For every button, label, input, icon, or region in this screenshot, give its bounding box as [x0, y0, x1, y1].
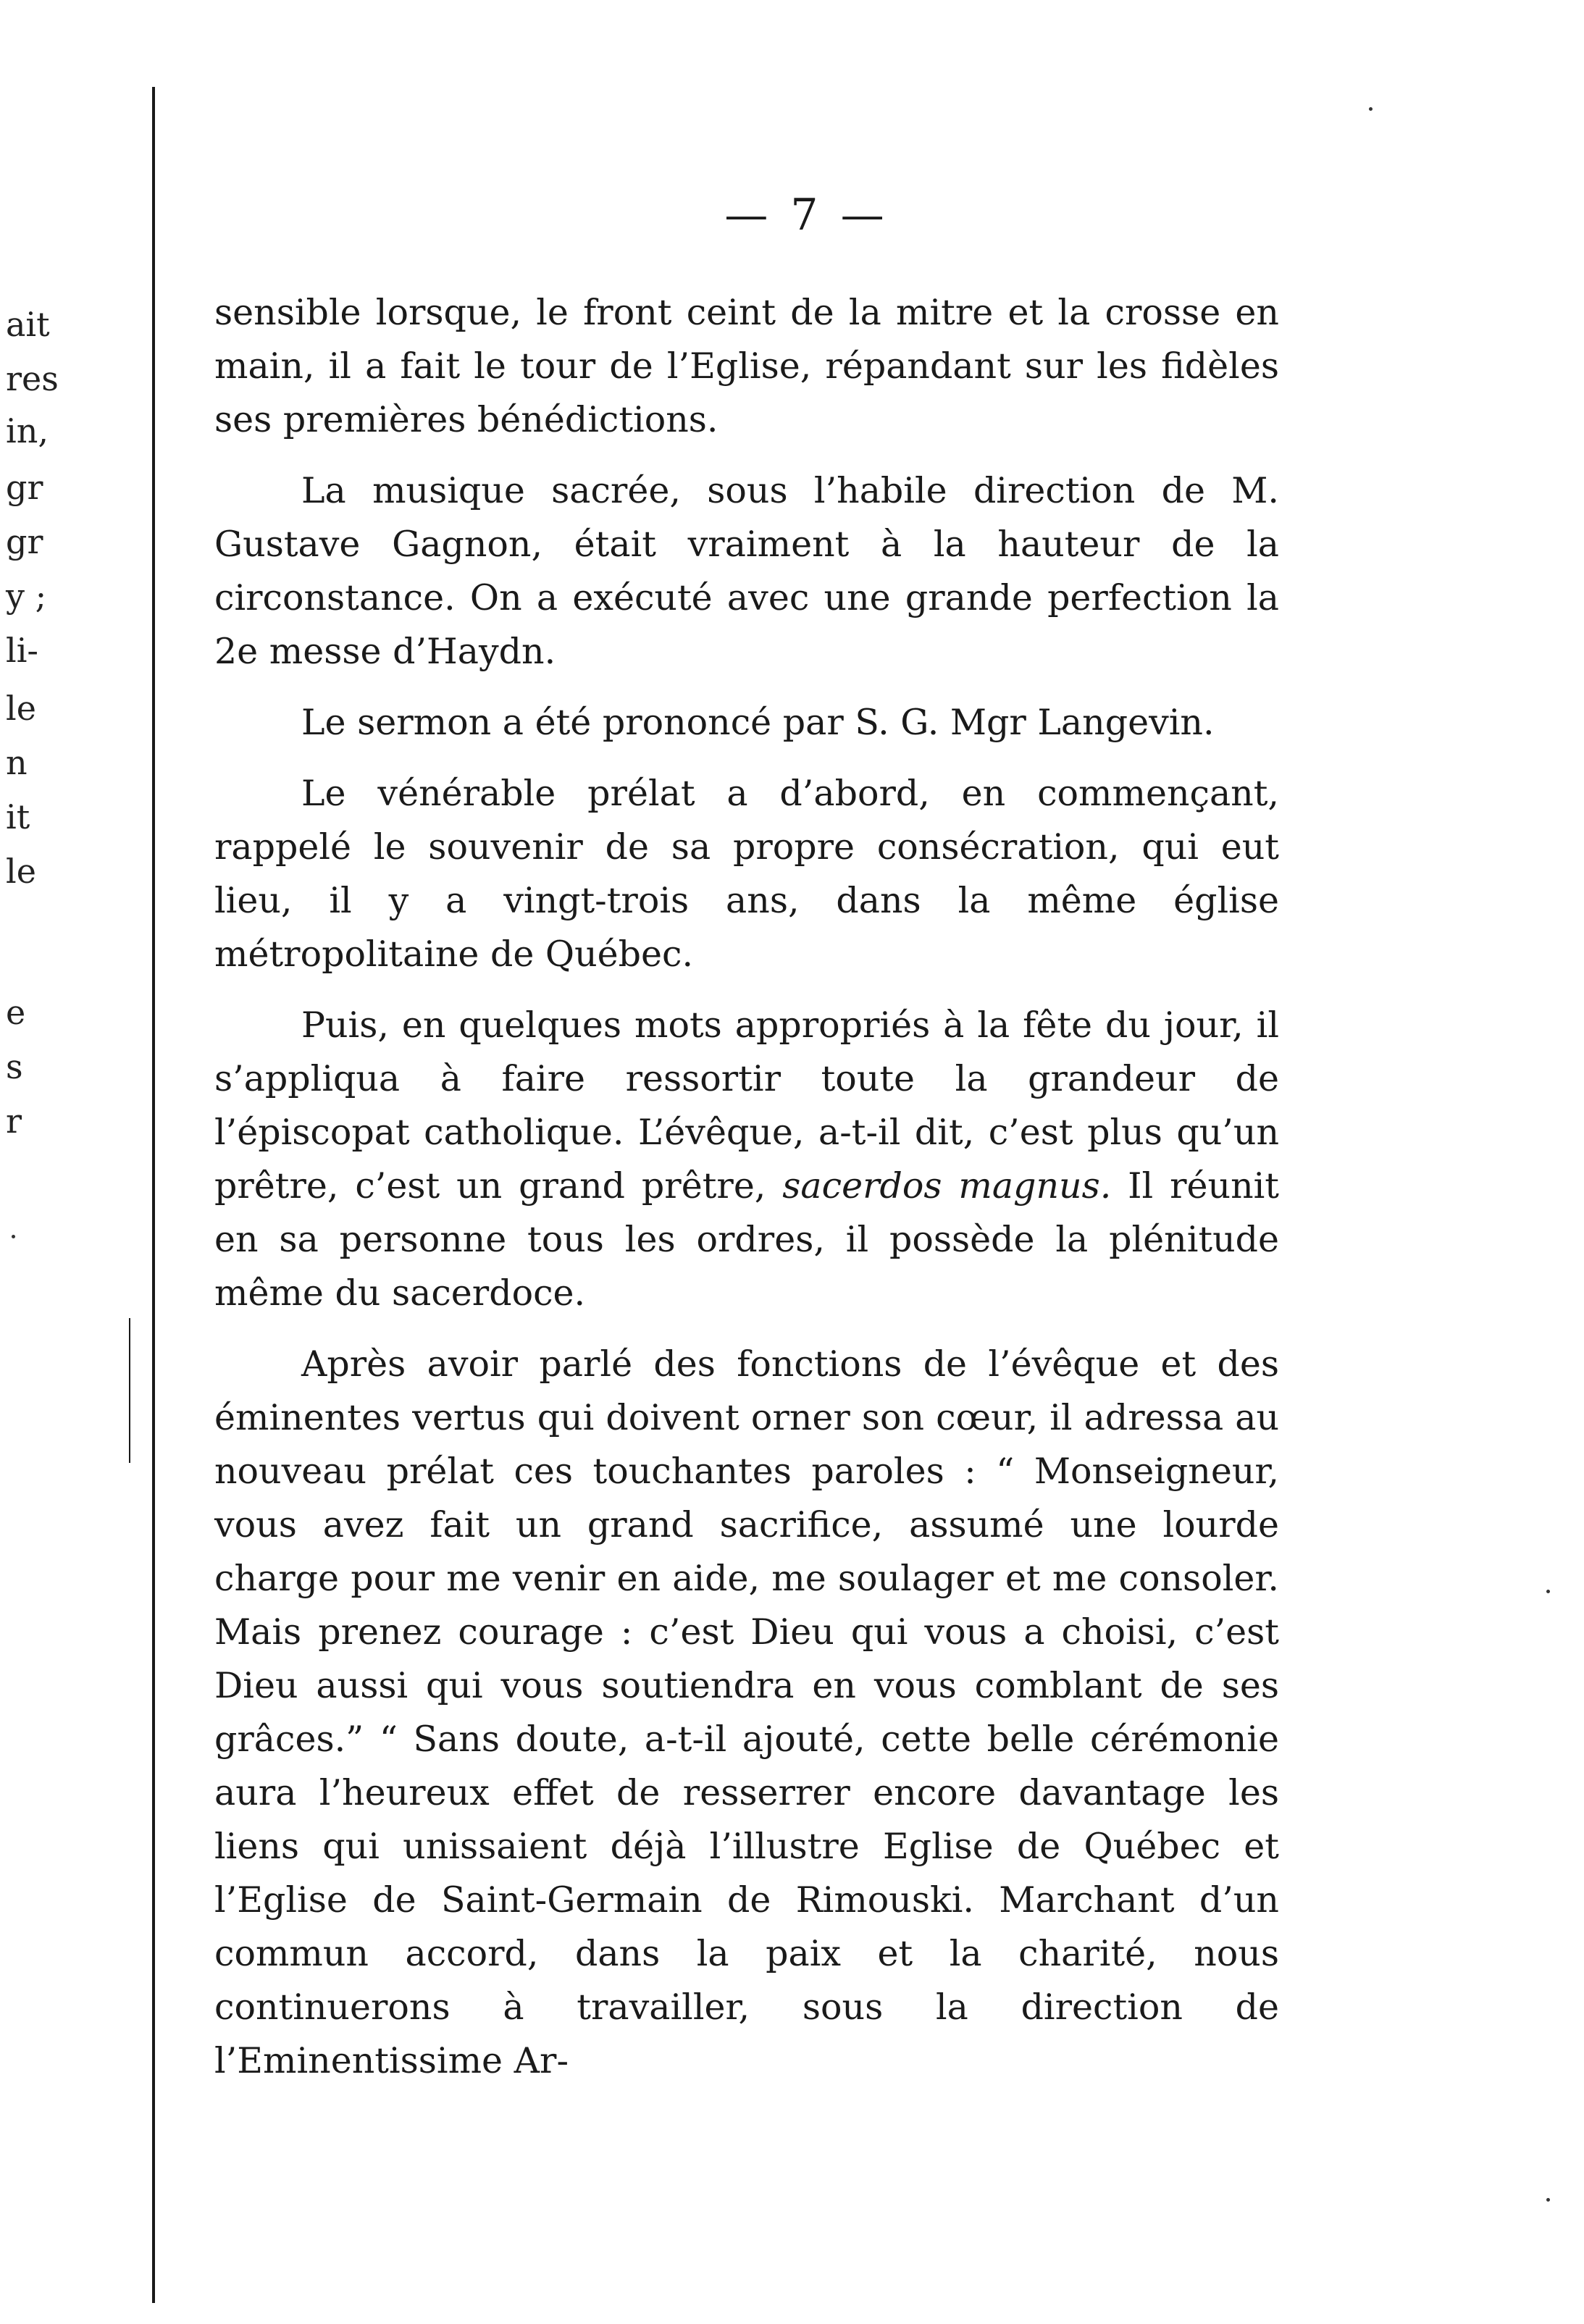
margin-fragment: le	[6, 689, 36, 728]
paragraph-text: Puis, en quelques mots appropriés à la fête du jour, il s’appliqua à faire ressortir toute la grandeur de l’épiscopat catholique. L’évêque, a-t-il dit, c’est plus qu’un prêtre, c’est un grand prêtre,	[214, 1004, 1279, 1207]
margin-fragment: n	[6, 743, 28, 782]
paragraph: Le sermon a été prononcé par S. G. Mgr Langevin.	[301, 702, 1215, 743]
binding-edge-line-secondary	[129, 1318, 130, 1463]
margin-fragment: li-	[6, 631, 38, 670]
paragraph-text: Il réunit en sa personne tous les ordres, il possède la plénitude même du sacerdoce.	[214, 1165, 1279, 1314]
scan-speck	[12, 1235, 15, 1238]
binding-edge-line	[152, 87, 155, 2303]
body-text	[214, 286, 1279, 2105]
margin-fragment: it	[6, 797, 30, 836]
paragraph: Après avoir parlé des fonctions de l’évêque et des éminentes vertus qui doivent orner son cœur, il adressa au nouveau prélat ces touchantes paroles : “ Monseigneur, vous avez fait un grand sacrifice, assumé une lourde charge pour me venir en aide, me soulager et me consoler. Mais prenez courage : c’est Dieu qui vous a choisi, c’est Dieu aussi qui vous soutiendra en vous comblant de ses grâces.” “ Sans doute, a-t-il ajouté, cette belle cérémonie aura l’heureux effet de resserrer encore davantage les liens qui unissaient déjà l’illustre Eglise de Québec et l’Eglise de Saint-Germain de Rimouski. Marchant d’un commun accord, dans la paix et la charité, nous continuerons à travailler, sous la direction de l’Eminentissime Ar-	[214, 1343, 1279, 2081]
paragraph: La musique sacrée, sous l’habile direction de M. Gustave Gagnon, était vraiment à la hauteur de la circonstance. On a exécuté avec une grande perfection la 2e messe d’Haydn.	[214, 470, 1279, 672]
margin-fragment: le	[6, 852, 36, 891]
margin-fragment: gr	[6, 522, 43, 561]
scan-speck	[1369, 107, 1373, 111]
margin-fragment: y ;	[6, 576, 47, 616]
margin-fragment: r	[6, 1102, 22, 1141]
scan-speck	[1546, 1590, 1550, 1593]
paragraph	[214, 999, 1279, 1320]
scan-speck	[1546, 2198, 1550, 2202]
margin-fragment: ait	[6, 305, 50, 344]
margin-fragment: e	[6, 993, 26, 1032]
margin-fragment: res	[6, 359, 59, 398]
paragraph: Le vénérable prélat a d’abord, en commençant, rappelé le souvenir de sa propre consécration, qui eut lieu, il y a vingt-trois ans, dans la même église métropolitaine de Québec.	[214, 773, 1279, 975]
latin-phrase: sacerdos magnus.	[782, 1165, 1112, 1207]
margin-fragment: in,	[6, 411, 49, 450]
paragraph: sensible lorsque, le front ceint de la mitre et la crosse en main, il a fait le tour de l’Eglise, répandant sur les fidèles ses premières bénédictions.	[214, 292, 1279, 440]
margin-fragment: s	[6, 1047, 23, 1086]
page-number: — 7 —	[724, 190, 889, 240]
margin-fragment: gr	[6, 468, 43, 507]
